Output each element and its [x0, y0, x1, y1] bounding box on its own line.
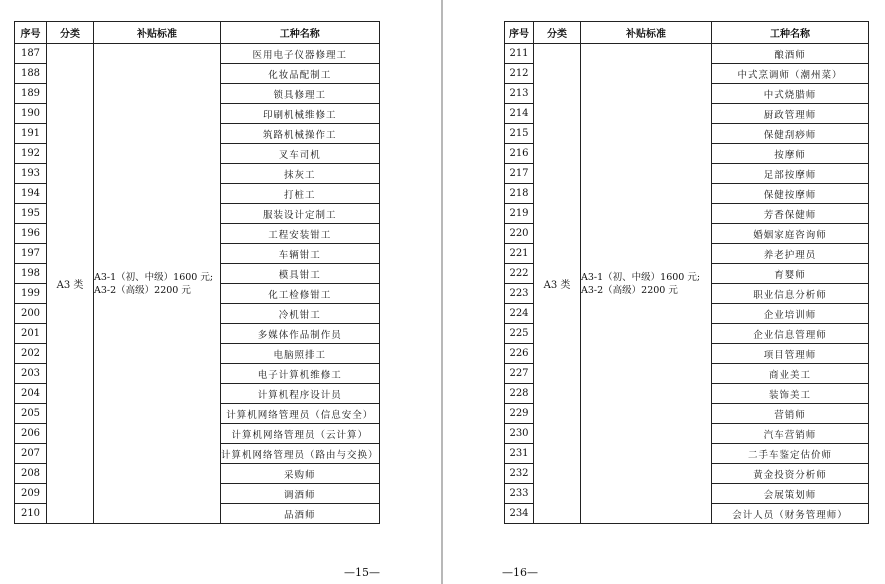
header-no: 序号 [15, 22, 47, 44]
table-row [505, 44, 869, 64]
row-number: 218 [505, 184, 534, 204]
trade-name: 会计人员（财务管理师） [712, 504, 869, 524]
row-number: 204 [15, 384, 47, 404]
row-number: 223 [505, 284, 534, 304]
row-number: 230 [505, 424, 534, 444]
trade-name: 按摩师 [712, 144, 869, 164]
row-number: 219 [505, 204, 534, 224]
row-number: 215 [505, 124, 534, 144]
trade-name: 二手车鉴定估价师 [712, 444, 869, 464]
trade-name: 印刷机械维修工 [221, 104, 380, 124]
row-number: 232 [505, 464, 534, 484]
header-row [505, 22, 869, 44]
trade-name: 模具钳工 [221, 264, 380, 284]
header-row [15, 22, 380, 44]
row-number: 195 [15, 204, 47, 224]
trade-name: 叉车司机 [221, 144, 380, 164]
row-number: 212 [505, 64, 534, 84]
row-number: 228 [505, 384, 534, 404]
row-number: 224 [505, 304, 534, 324]
trade-name: 中式烹调师（潮州菜） [712, 64, 869, 84]
trade-name: 保健刮痧师 [712, 124, 869, 144]
row-number: 192 [15, 144, 47, 164]
trade-name: 打桩工 [221, 184, 380, 204]
trade-name: 调酒师 [221, 484, 380, 504]
row-number: 188 [15, 64, 47, 84]
header-trade: 工种名称 [221, 22, 380, 44]
row-number: 199 [15, 284, 47, 304]
trade-name: 计算机网络管理员（信息安全） [221, 404, 380, 424]
row-number: 190 [15, 104, 47, 124]
subsidy-line: A3-2（高级）2200 元 [581, 284, 678, 296]
row-number: 211 [505, 44, 534, 64]
row-number: 193 [15, 164, 47, 184]
trade-name: 计算机程序设计员 [221, 384, 380, 404]
row-number: 214 [505, 104, 534, 124]
header-subsidy: 补贴标准 [581, 22, 712, 44]
trade-name: 育婴师 [712, 264, 869, 284]
trade-name: 采购师 [221, 464, 380, 484]
row-number: 203 [15, 364, 47, 384]
row-number: 198 [15, 264, 47, 284]
trade-name: 电子计算机维修工 [221, 364, 380, 384]
row-number: 231 [505, 444, 534, 464]
row-number: 196 [15, 224, 47, 244]
row-number: 216 [505, 144, 534, 164]
row-number: 200 [15, 304, 47, 324]
trade-name: 装饰美工 [712, 384, 869, 404]
trade-name: 芳香保健师 [712, 204, 869, 224]
trade-name: 营销师 [712, 404, 869, 424]
trade-name: 酿酒师 [712, 44, 869, 64]
row-number: 225 [505, 324, 534, 344]
trade-name: 汽车营销师 [712, 424, 869, 444]
trade-name: 计算机网络管理员（路由与交换） [221, 444, 380, 464]
trade-name: 养老护理员 [712, 244, 869, 264]
row-number: 221 [505, 244, 534, 264]
subsidy-table-right [504, 21, 869, 524]
header-trade: 工种名称 [712, 22, 869, 44]
trade-name: 项目管理师 [712, 344, 869, 364]
trade-name: 医用电子仪器修理工 [221, 44, 380, 64]
row-number: 210 [15, 504, 47, 524]
row-number: 208 [15, 464, 47, 484]
row-number: 191 [15, 124, 47, 144]
row-number: 207 [15, 444, 47, 464]
row-number: 220 [505, 224, 534, 244]
header-no: 序号 [505, 22, 534, 44]
header-category: 分类 [47, 22, 94, 44]
trade-name: 厨政管理师 [712, 104, 869, 124]
trade-name: 职业信息分析师 [712, 284, 869, 304]
trade-name: 保健按摩师 [712, 184, 869, 204]
subsidy-standard-cell [581, 44, 712, 524]
table-row [15, 44, 380, 64]
category-cell: A3 类 [534, 44, 581, 524]
row-number: 206 [15, 424, 47, 444]
trade-name: 中式烧腊师 [712, 84, 869, 104]
page-number: —15— [344, 566, 380, 579]
trade-name: 婚姻家庭咨询师 [712, 224, 869, 244]
subsidy-line: A3-1（初、中级）1600 元; [581, 271, 701, 283]
row-number: 209 [15, 484, 47, 504]
trade-name: 化工检修钳工 [221, 284, 380, 304]
trade-name: 企业培训师 [712, 304, 869, 324]
trade-name: 企业信息管理师 [712, 324, 869, 344]
subsidy-table-left [14, 21, 380, 524]
subsidy-standard-cell [94, 44, 221, 524]
trade-name: 化妆品配制工 [221, 64, 380, 84]
row-number: 213 [505, 84, 534, 104]
subsidy-line: A3-1（初、中级）1600 元; [94, 271, 214, 283]
trade-name: 会展策划师 [712, 484, 869, 504]
trade-name: 服装设计定制工 [221, 204, 380, 224]
trade-name: 黄金投资分析师 [712, 464, 869, 484]
trade-name: 足部按摩师 [712, 164, 869, 184]
row-number: 189 [15, 84, 47, 104]
trade-name: 计算机网络管理员（云计算） [221, 424, 380, 444]
trade-name: 筑路机械操作工 [221, 124, 380, 144]
trade-name: 工程安装钳工 [221, 224, 380, 244]
row-number: 201 [15, 324, 47, 344]
row-number: 222 [505, 264, 534, 284]
right-page [443, 0, 885, 584]
page-number: —16— [502, 566, 538, 579]
trade-name: 抹灰工 [221, 164, 380, 184]
row-number: 234 [505, 504, 534, 524]
row-number: 226 [505, 344, 534, 364]
row-number: 187 [15, 44, 47, 64]
left-page [0, 0, 441, 584]
trade-name: 多媒体作品制作员 [221, 324, 380, 344]
trade-name: 商业美工 [712, 364, 869, 384]
row-number: 202 [15, 344, 47, 364]
row-number: 194 [15, 184, 47, 204]
row-number: 197 [15, 244, 47, 264]
row-number: 227 [505, 364, 534, 384]
trade-name: 品酒师 [221, 504, 380, 524]
subsidy-line: A3-2（高级）2200 元 [94, 284, 191, 296]
trade-name: 锁具修理工 [221, 84, 380, 104]
row-number: 217 [505, 164, 534, 184]
trade-name: 冷机钳工 [221, 304, 380, 324]
category-cell: A3 类 [47, 44, 94, 524]
trade-name: 电脑照排工 [221, 344, 380, 364]
row-number: 233 [505, 484, 534, 504]
row-number: 229 [505, 404, 534, 424]
header-subsidy: 补贴标准 [94, 22, 221, 44]
header-category: 分类 [534, 22, 581, 44]
trade-name: 车辆钳工 [221, 244, 380, 264]
row-number: 205 [15, 404, 47, 424]
